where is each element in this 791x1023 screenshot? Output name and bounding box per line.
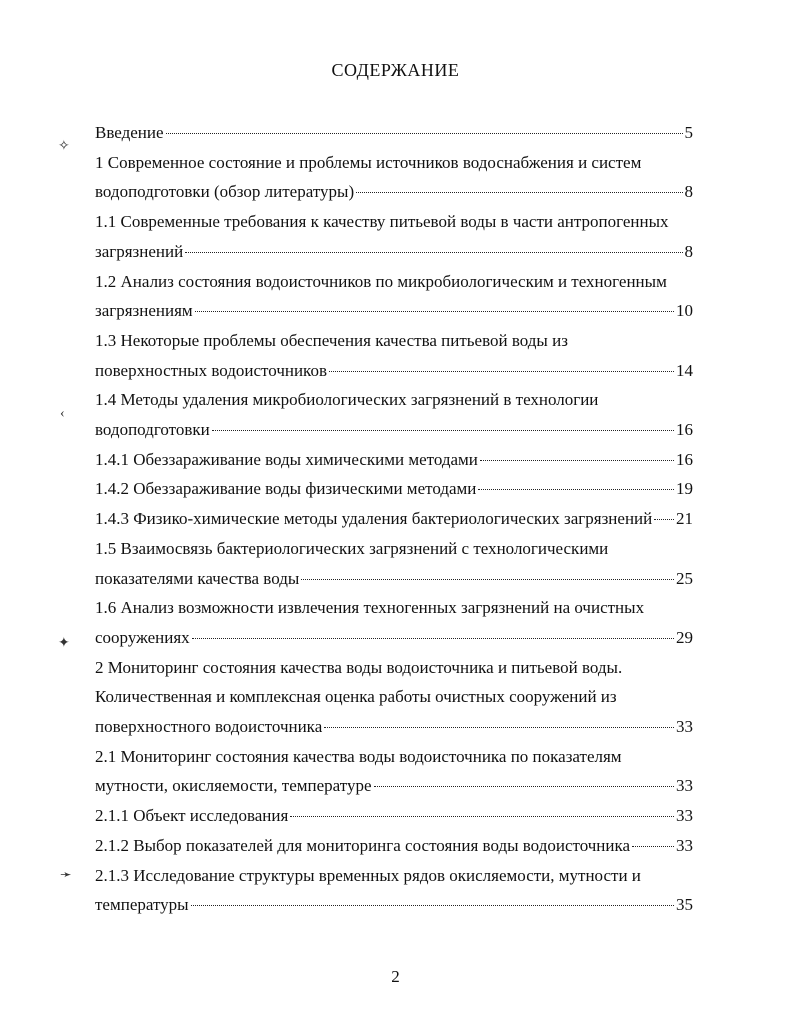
toc-entry-text: 1.4.2 Обеззараживание воды физическими методами: [95, 479, 477, 499]
toc-page-number: 35: [676, 895, 693, 915]
toc-entry: [95, 445, 693, 475]
dot-leader: [480, 460, 674, 461]
toc-entry-text: 2.1.1 Объект исследования: [95, 806, 289, 826]
toc-entry-text: 2 Мониторинг состояния качества воды водоисточника и питьевой воды.: [95, 657, 623, 677]
toc-entry: [95, 118, 693, 148]
dot-leader: [632, 846, 674, 847]
toc-page-number: 33: [676, 776, 693, 796]
toc-entry-line: [95, 356, 693, 386]
toc-entry: [95, 801, 693, 831]
dot-leader: [329, 371, 674, 372]
toc-page-number: 10: [676, 301, 693, 321]
toc-entry-text: 1.5 Взаимосвязь бактериологических загрязнений с технологическими: [95, 538, 609, 558]
toc-entry: [95, 742, 693, 801]
toc-entry: [95, 474, 693, 504]
toc-page-number: 14: [676, 360, 693, 380]
toc-page-number: 19: [676, 479, 693, 499]
toc-entry-text: 2.1 Мониторинг состояния качества воды водоисточника по показателям: [95, 746, 622, 766]
toc-entry: [95, 148, 693, 207]
toc-entry-text: Введение: [95, 123, 164, 142]
toc-entry-text: 1.4.1 Обеззараживание воды химическими методами: [95, 449, 478, 469]
toc-entry-text: поверхностных водоисточников: [95, 360, 327, 380]
toc-entry-line: [95, 564, 693, 594]
toc-entry-line: [95, 177, 693, 207]
toc-entry-line: [95, 118, 693, 148]
margin-mark-icon: ✧: [58, 139, 70, 154]
toc-entry-text: 1 Современное состояние и проблемы источников водоснабжения и систем: [95, 152, 642, 172]
toc-page-number: 21: [676, 509, 693, 529]
dot-leader: [654, 519, 674, 520]
toc-page-number: 25: [676, 568, 693, 588]
toc-entry-line: [95, 415, 693, 445]
toc-entry-text: 1.2 Анализ состояния водоисточников по микробиологическим и техногенным: [95, 271, 667, 291]
margin-mark-icon: ‹: [60, 406, 65, 421]
toc-entry-line: [95, 237, 693, 267]
toc-page-number: 8: [684, 241, 693, 261]
toc-page-number: 33: [676, 806, 693, 826]
toc-page-number: 5: [684, 123, 693, 142]
margin-mark-icon: ✦: [58, 636, 70, 651]
toc-entry-line: [95, 623, 693, 653]
toc-entry-text: поверхностного водоисточника: [95, 717, 323, 737]
toc-entry-line: [95, 712, 693, 742]
toc-entry-line: [95, 445, 693, 475]
toc-entry-text: 2.1.2 Выбор показателей для мониторинга состояния воды водоисточника: [95, 835, 631, 855]
toc-entry: [95, 267, 693, 326]
toc-entry-text: показателями качества воды: [95, 568, 300, 588]
dot-leader: [185, 252, 682, 253]
dot-leader: [324, 727, 674, 728]
toc-entry-text: сооружениях: [95, 627, 190, 647]
toc-entry-text: водоподготовки: [95, 420, 210, 440]
dot-leader: [374, 786, 674, 787]
dot-leader: [301, 579, 674, 580]
toc-entry-text: водоподготовки (обзор литературы): [95, 182, 355, 202]
toc-entry: [95, 831, 693, 861]
dot-leader: [356, 192, 682, 193]
toc-entry-text: температуры: [95, 895, 189, 915]
toc-entry-text: 1.4 Методы удаления микробиологических загрязнений в технологии: [95, 390, 599, 410]
toc-entry-text: 1.1 Современные требования к качеству питьевой воды в части антропогенных: [95, 212, 669, 232]
dot-leader: [191, 905, 674, 906]
page-number: 2: [391, 967, 400, 986]
toc-entry: [95, 534, 693, 593]
toc-page-number: 29: [676, 627, 693, 647]
toc-page-number: 8: [684, 182, 693, 202]
toc-entry-line: [95, 771, 693, 801]
toc-entry: [95, 593, 693, 652]
toc-page-number: 33: [676, 835, 693, 855]
toc-entry: [95, 861, 693, 920]
toc-entry: [95, 653, 693, 742]
table-of-contents: [0, 118, 791, 920]
toc-entry-text: загрязнениям: [95, 301, 193, 321]
dot-leader: [212, 430, 674, 431]
toc-entry-line: [95, 890, 693, 920]
toc-entry: [95, 207, 693, 266]
toc-entry-text: 1.3 Некоторые проблемы обеспечения качества питьевой воды из: [95, 330, 568, 350]
toc-entry-line: [95, 801, 693, 831]
toc-page-number: 16: [676, 449, 693, 469]
toc-page-number: 16: [676, 420, 693, 440]
dot-leader: [478, 489, 674, 490]
toc-entry: [95, 326, 693, 385]
toc-entry-line: [95, 831, 693, 861]
dot-leader: [195, 311, 674, 312]
dot-leader: [192, 638, 674, 639]
toc-entry-text: загрязнений: [95, 241, 184, 261]
toc-entry: [95, 385, 693, 444]
toc-entry-text: 1.6 Анализ возможности извлечения техногенных загрязнений на очистных: [95, 598, 645, 618]
toc-entry-line: [95, 296, 693, 326]
toc-entry: [95, 504, 693, 534]
toc-entry-text: мутности, окисляемости, температуре: [95, 776, 372, 796]
margin-mark-icon: ➛: [60, 868, 72, 883]
toc-entry-line: [95, 474, 693, 504]
toc-page-number: 33: [676, 717, 693, 737]
dot-leader: [290, 816, 674, 817]
toc-entry-text: Количественная и комплексная оценка работы очистных сооружений из: [95, 687, 617, 707]
toc-entry-text: 2.1.3 Исследование структуры временных рядов окисляемости, мутности и: [95, 865, 641, 885]
dot-leader: [166, 133, 683, 134]
toc-entry-line: [95, 504, 693, 534]
page-title: СОДЕРЖАНИЕ: [331, 60, 460, 80]
toc-entry-text: 1.4.3 Физико-химические методы удаления бактериологических загрязнений: [95, 509, 653, 529]
